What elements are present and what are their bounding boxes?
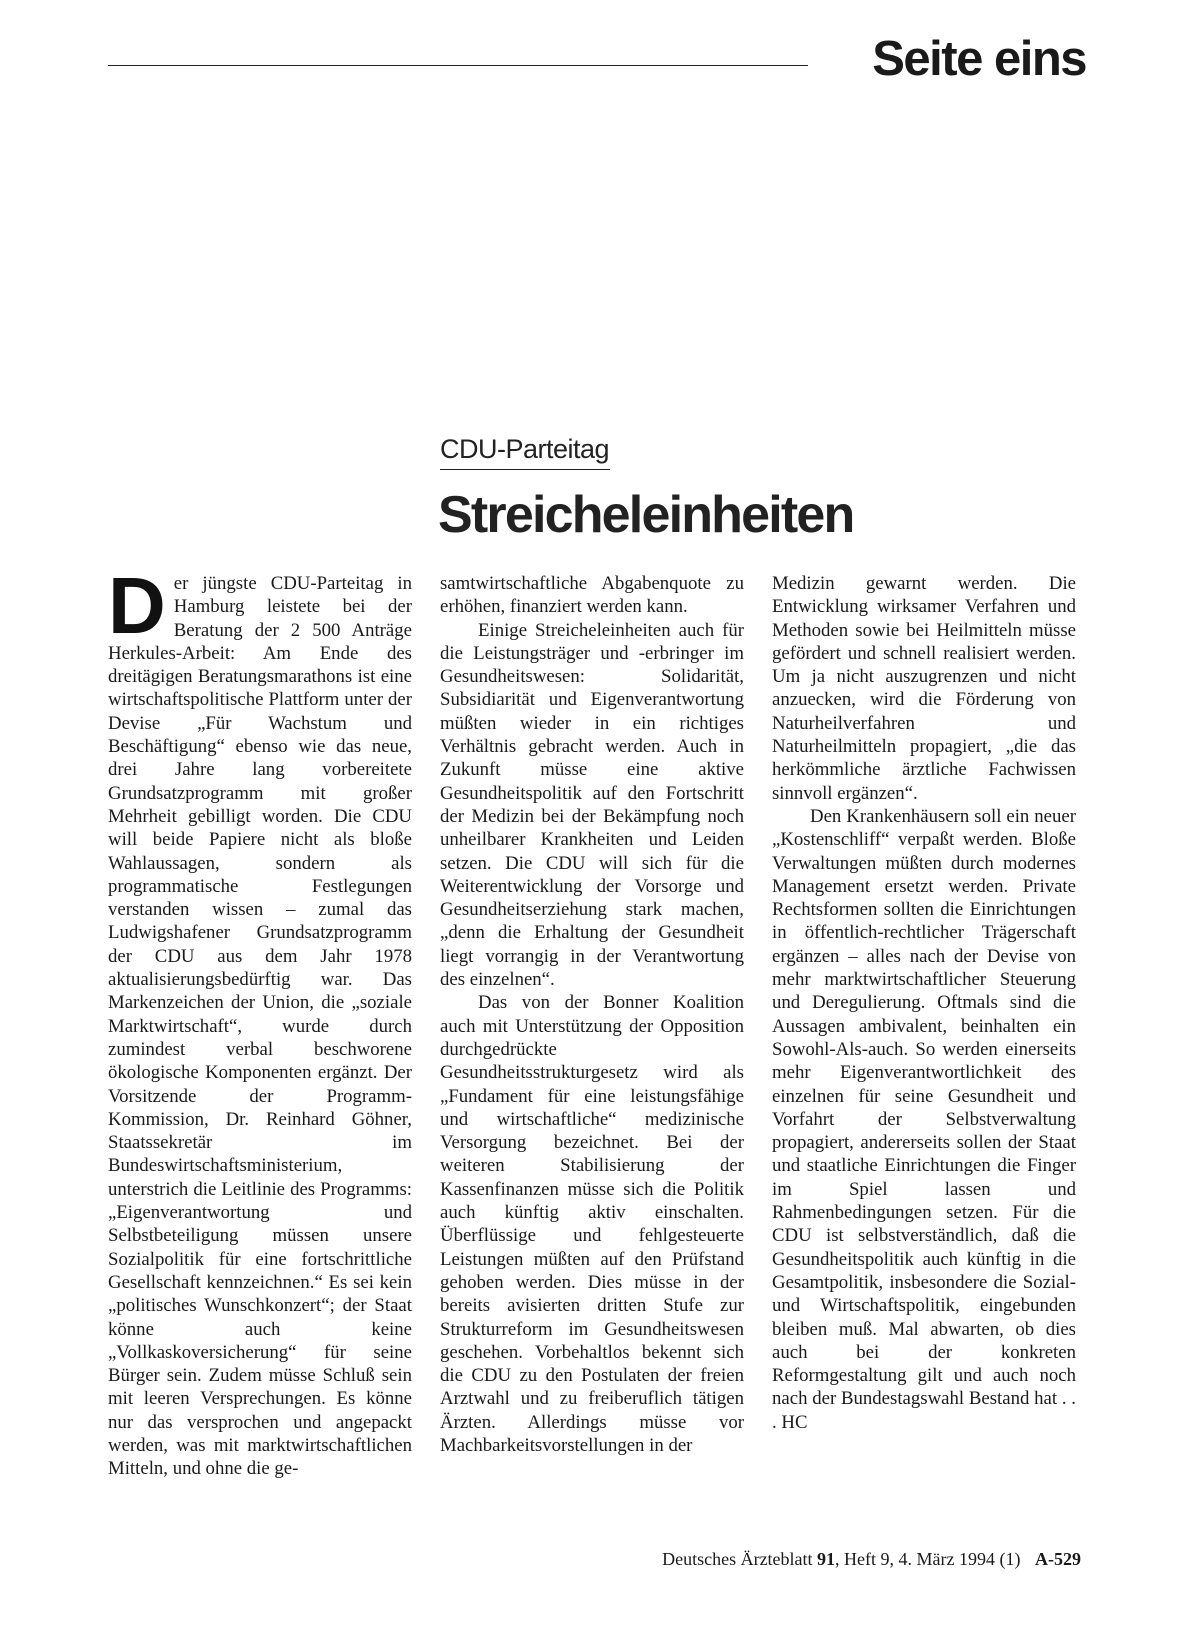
header-rule [108,65,808,66]
paragraph: er jüngste CDU-Parteitag in Hamburg leistete bei der Beratung der 2 500 Anträge Herkules-Arbeit: Am Ende des dreitägigen Beratungsmarathons ist eine wirtschaftspolitische Plattform unter der Devise „Für Wachstum und Beschäftigung“ ebenso wie das neue, drei Jahre lang vorbereitete Grundsatzprogramm mit großer Mehrheit gebilligt worden. Die CDU will beide Papiere nicht als bloße Wahlaussagen, sondern als programmatische Festlegungen verstanden wissen – zumal das Ludwigshafener Grundsatzprogramm der CDU aus dem Jahr 1978 aktualisierungsbedürftig war. Das Markenzeichen der Union, die „soziale Marktwirtschaft“, wurde durch zumindest verbal beschworene ökologische Komponenten ergänzt. Der Vorsitzende der Programm-Kommission, Dr. Reinhard Göhner, Staatssekretär im Bundeswirtschaftsministerium, unterstrich die Leitlinie des Programms: „Eigenverantwortung und Selbstbeteiligung müssen unsere Sozialpolitik für eine fortschrittliche Gesellschaft kennzeichnen.“ Es sei kein „politisches Wunschkonzert“; der Staat könne auch keine „Vollkaskoversicherung“ für seine Bürger sein. Zudem müsse Schluß sein mit leeren Versprechungen. Es könne nur das versprochen und angepackt werden, was mit marktwirtschaftlichen Mitteln, und ohne die ge- [108,573,412,1480]
article-column-3 [772,572,1076,1434]
paragraph: samtwirtschaftliche Abgabenquote zu erhöhen, finanziert werden kann. [440,573,744,618]
article-headline: Streicheleinheiten [438,486,854,544]
page-footer [662,1550,1081,1568]
page-number: A-529 [1035,1549,1081,1569]
section-label: Seite eins [872,32,1086,86]
journal-volume: 91 [817,1549,836,1569]
issue-info: , Heft 9, 4. März 1994 (1) [835,1549,1021,1569]
article-column-2 [440,572,744,1457]
paragraph: Das von der Bonner Koalition auch mit Unterstützung der Opposition durchgedrückte Gesundheitsstrukturgesetz wird als „Fundament für eine leistungsfähige und wirtschaftliche“ medizinische Versorgung bezeichnet. Bei der weiteren Stabilisierung der Kassenfinanzen müsse sich die Politik auch künftig aktiv einschalten. Überflüssige und fehlgesteuerte Leistungen müßten auf den Prüfstand gehoben werden. Dies müsse in der bereits avisierten dritten Stufe zur Strukturreform im Gesundheitswesen geschehen. Vorbehaltlos bekennt sich die CDU zu den Postulaten der freien Arztwahl und zu freiberuflich tätigen Ärzten. Allerdings müsse vor Machbarkeitsvorstellungen in der [440,992,744,1456]
paragraph: Den Krankenhäusern soll ein neuer „Kostenschliff“ verpaßt werden. Bloße Verwaltungen müßten durch modernes Management ersetzt werden. Private Rechtsformen sollten die Einrichtungen in öffentlich-rechtlicher Trägerschaft ergänzen – alles nach der Devise von mehr marktwirtschaftlicher Steuerung und Deregulierung. Oftmals sind die Aussagen ambivalent, beinhalten ein Sowohl-Als-auch. So werden einerseits mehr Eigenverantwortlichkeit des einzelnen für seine Gesundheit und Vorfahrt der Selbstverwaltung propagiert, andererseits sollen der Staat und staatliche Einrichtungen die Finger im Spiel lassen und Rahmenbedingungen setzen. Für die CDU ist selbstverständlich, daß die Gesundheitspolitik auch künftig in die Gesamtpolitik, insbesondere die Sozial- und Wirtschaftspolitik, eingebunden bleiben muß. Mal abwarten, ob dies auch bei der konkreten Reformgestaltung gilt und auch noch nach der Bundestagswahl Bestand hat . . . HC [772,805,1076,1433]
paragraph: Einige Streicheleinheiten auch für die Leistungsträger und -erbringer im Gesundheitswesen: Solidarität, Subsidiarität und Eigenverantwortung müßten wieder in ein richtiges Verhältnis gebracht werden. Auch in Zukunft müsse eine aktive Gesundheitspolitik auf den Fortschritt der Medizin bei der Bekämpfung noch unheilbarer Krankheiten und Leiden setzen. Die CDU will sich für die Weiterentwicklung der Vorsorge und Gesundheitserziehung stark machen, „denn die Erhaltung der Gesundheit liegt vorrangig in der Verantwortung des einzelnen“. [440,619,744,991]
journal-name: Deutsches Ärzteblatt [662,1549,813,1569]
kicker-underline [440,469,610,470]
drop-cap: D [108,561,166,650]
article-kicker: CDU-Parteitag [440,434,610,464]
paragraph: Medizin gewarnt werden. Die Entwicklung wirksamer Verfahren und Methoden sowie bei Heilmitteln müsse gefördert und schnell realisiert werden. Um ja nicht auszugrenzen und nicht anzuecken, wird die Förderung von Naturheilverfahren und Naturheilmitteln propagiert, „die das herkömmliche ärztliche Fachwissen sinnvoll ergänzen“. [772,573,1076,804]
article-column-1 [108,561,412,1481]
